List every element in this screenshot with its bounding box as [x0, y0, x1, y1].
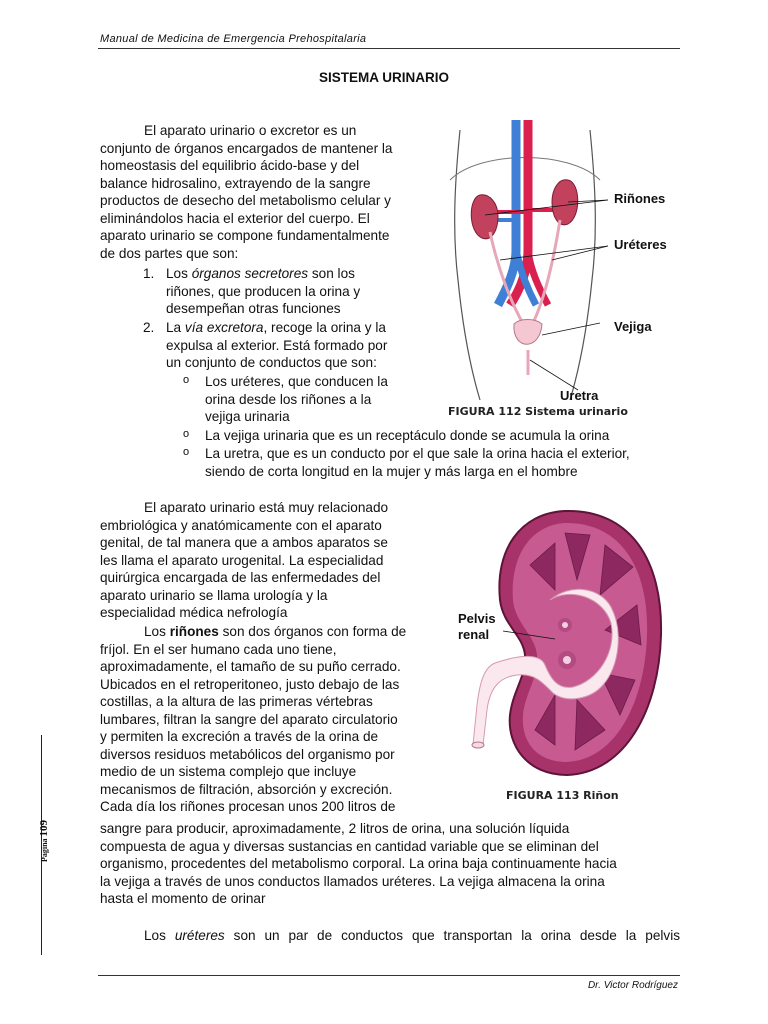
- intro-line: conjunto de órganos encargados de mantener la: [100, 140, 393, 156]
- para-line: hasta el momento de orinar: [100, 891, 266, 906]
- footer-author: Dr. Victor Rodríguez: [587, 980, 678, 991]
- list-line: un conjunto de conductos que son:: [166, 355, 377, 370]
- para-line: Los riñones son dos órganos con forma de: [144, 624, 407, 639]
- running-header: Manual de Medicina de Emergencia Prehospitalaria: [100, 33, 367, 45]
- bullet-marker: o: [183, 374, 190, 386]
- para-line: diversos residuos metabólicos del organismo por: [100, 746, 395, 762]
- sublist-item: [205, 445, 630, 480]
- sublist-line: Los uréteres, que conducen la: [205, 374, 388, 389]
- intro-paragraph: [100, 122, 427, 262]
- para-line: y permiten la excreción a través de la orina de: [100, 729, 379, 744]
- figure-113-caption: FIGURA 113 Riñon: [506, 789, 619, 802]
- para-line: organismo, procedentes del metabolismo corporal. La orina baja continuamente hacia: [100, 856, 617, 871]
- para-line: Cada día los riñones procesan unos 200 litros de: [100, 799, 396, 814]
- intro-line: balance hidrosalino, extrayendo de la sangre: [100, 175, 371, 191]
- sublist-line: La uretra, que es un conducto por el que sale la orina hacia el exterior,: [205, 446, 630, 461]
- list-line: expulsa al exterior. Está formado por: [166, 337, 388, 353]
- footer-rule: [98, 975, 680, 976]
- para-line: genital, de tal manera que a ambos aparatos se: [100, 535, 388, 550]
- list-line: Los órganos secretores son los: [166, 266, 355, 281]
- label-kidneys: Riñones: [614, 191, 666, 206]
- para-line: mecanismos de filtración, absorción y excreción.: [100, 781, 393, 797]
- para-line: quirúrgica encargada de las enfermedades del: [100, 570, 381, 585]
- paragraph-urogenital: [100, 499, 438, 622]
- para-line: la vejiga a través de unos conductos llamados uréteres. La vejiga almacena la orina: [100, 873, 605, 889]
- paragraph-kidneys: [100, 623, 438, 816]
- para-line: fríjol. En el ser humano cada uno tiene,: [100, 641, 337, 657]
- sublist-line: orina desde los riñones a la: [205, 391, 372, 407]
- para-line: compuesta de agua y diversas sustancias en cantidad variable que se eliminan del: [100, 838, 599, 854]
- para-line: embriológica y anatómicamente con el aparato: [100, 517, 382, 533]
- para-line: medio de un sistema complejo que incluye: [100, 764, 357, 779]
- list-number: 2.: [143, 320, 155, 335]
- label-ureters: Uréteres: [614, 237, 667, 252]
- para-line: aproximadamente, el tamaño de su puño cerrado.: [100, 659, 401, 674]
- para-line: aparato urinario se llama urología y la: [100, 587, 328, 603]
- list-line: La vía excretora, recoge la orina y la: [166, 320, 386, 335]
- section-title: SISTEMA URINARIO: [318, 70, 449, 85]
- list-line: desempeñan otras funciones: [166, 301, 341, 316]
- intro-line: homeostasis del equilibrio ácido-base y del: [100, 158, 360, 173]
- figure-112-caption: FIGURA 112 Sistema urinario: [448, 405, 628, 418]
- intro-line: aparato urinario se compone fundamentalmente: [100, 228, 390, 243]
- paragraph-ureters: [100, 927, 680, 945]
- para-line: El aparato urinario está muy relacionado: [144, 500, 389, 515]
- intro-line: eliminándolos hacia el exterior del cuerpo. El: [100, 210, 370, 226]
- sublist-item: La vejiga urinaria que es un receptáculo donde se acumula la orina: [205, 428, 610, 443]
- intro-line: productos de desecho del metabolismo celular y: [100, 193, 391, 208]
- list-item-body: [166, 265, 427, 318]
- list-item-body: [166, 319, 427, 372]
- page-number: Pagina 109: [38, 819, 50, 862]
- para-line: les llama el aparato urogenital. La especialidad: [100, 552, 384, 568]
- para-line: especialidad médica nefrología: [100, 605, 288, 620]
- label-renal-pelvis: Pelvis renal: [458, 611, 496, 642]
- bullet-marker: o: [183, 428, 190, 440]
- urinary-system-illustration: [440, 120, 680, 405]
- sublist-line: vejiga urinaria: [205, 409, 290, 424]
- para-line: costillas, a la altura de las primeras vértebras: [100, 694, 373, 709]
- intro-line: El aparato urinario o excretor es un: [144, 123, 357, 138]
- sublist-item: [205, 373, 427, 426]
- label-urethra: Uretra: [560, 388, 599, 403]
- paragraph-kidneys-cont: [100, 820, 680, 908]
- intro-line: de dos partes que son:: [100, 245, 239, 261]
- bullet-marker: o: [183, 446, 190, 458]
- sublist-line: siendo de corta longitud en la mujer y más larga en el hombre: [205, 463, 578, 479]
- para-line: sangre para producir, aproximadamente, 2 litros de orina, una solución líquida: [100, 821, 570, 836]
- header-rule: [98, 48, 680, 49]
- para-line: Los uréteres son un par de conductos que transportan la orina desde la pelvis: [144, 928, 681, 943]
- para-line: lumbares, filtran la sangre del aparato circulatorio: [100, 711, 398, 727]
- label-bladder: Vejiga: [614, 319, 652, 334]
- list-number: 1.: [143, 266, 155, 281]
- list-item: [143, 319, 154, 337]
- para-line: Ubicados en el retroperitoneo, justo debajo de las: [100, 676, 400, 692]
- list-line: riñones, que producen la orina y: [166, 283, 361, 299]
